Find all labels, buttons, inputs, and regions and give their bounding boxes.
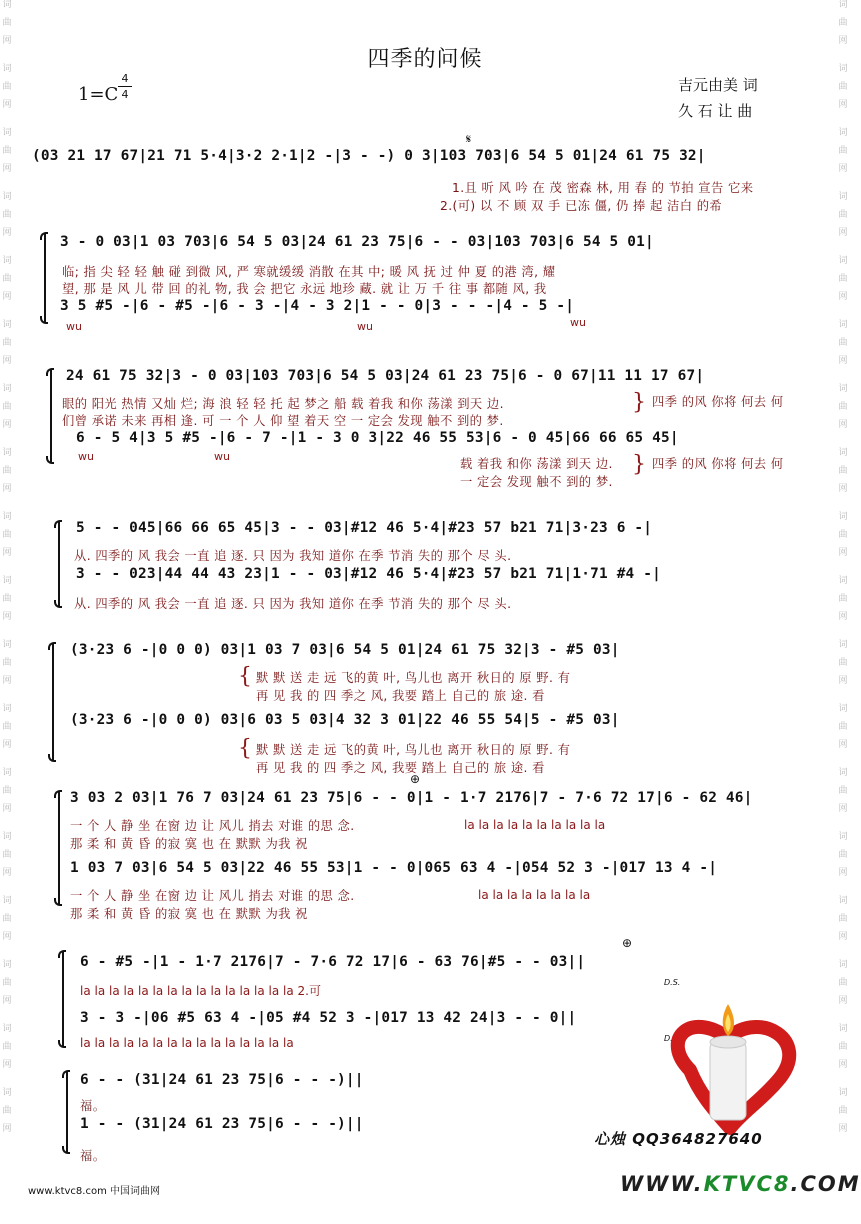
watermark-glyph: 词 xyxy=(838,896,848,906)
segno-icon: 𝄋 xyxy=(466,132,472,146)
candle-heart-logo-icon xyxy=(650,1000,820,1135)
system3-notes-top: 24 61 75 32|3 - 0 03|103 703|6 54 5 03|24 61 23 75|6 - 0 67|11 11 17 67| xyxy=(66,368,705,384)
watermark-glyph: 词 xyxy=(2,896,12,906)
system4-notes-top: 5 - - 045|66 66 65 45|3 - - 03|#12 46 5·4|#23 57 b21 71|3·23 6 -| xyxy=(76,520,653,536)
watermark-glyph: 曲 xyxy=(838,18,848,28)
system8-notes-top: 6 - - (31|24 61 23 75|6 - - -)|| xyxy=(80,1072,364,1088)
watermark-glyph: 网 xyxy=(838,292,848,302)
watermark-glyph: 词 xyxy=(838,640,848,650)
system5-curly-top: { xyxy=(238,664,252,689)
watermark-glyph: 词 xyxy=(2,448,12,458)
watermark-glyph: 网 xyxy=(2,1124,12,1134)
left-watermark-strip xyxy=(0,0,14,1224)
watermark-glyph: 曲 xyxy=(838,658,848,668)
watermark-glyph: 网 xyxy=(2,676,12,686)
watermark-glyph: 曲 xyxy=(838,530,848,540)
watermark-glyph: 网 xyxy=(2,292,12,302)
watermark-glyph: 网 xyxy=(838,1060,848,1070)
watermark-glyph: 词 xyxy=(838,448,848,458)
watermark-glyph: 曲 xyxy=(2,722,12,732)
system3-wu-2: wu xyxy=(214,450,230,463)
watermark-glyph: 曲 xyxy=(838,978,848,988)
system1-notes: (03 21 17 67|21 71 5·4|3·2 2·1|2 -|3 - -) 0 3|103 703|6 54 5 01|24 61 75 32| xyxy=(32,148,706,164)
watermark-glyph: 网 xyxy=(838,612,848,622)
watermark-glyph: 词 xyxy=(838,960,848,970)
watermark-glyph: 词 xyxy=(2,128,12,138)
watermark-glyph: 词 xyxy=(838,768,848,778)
watermark-glyph: 词 xyxy=(838,1024,848,1034)
site-url-left[interactable]: www.ktvc8.com 中国词曲网 xyxy=(28,1186,161,1197)
watermark-glyph: 曲 xyxy=(2,146,12,156)
watermark-glyph: 曲 xyxy=(2,466,12,476)
system8-lyric-top: 福。 xyxy=(80,1099,106,1113)
system3-lyric-top1: 眼的 阳光 热情 又灿 烂; 海 浪 轻 轻 托 起 梦之 船 载 着我 和你 荡漾 到天 边. xyxy=(62,397,504,411)
watermark-glyph: 网 xyxy=(2,996,12,1006)
watermark-glyph: 网 xyxy=(2,868,12,878)
watermark-glyph: 网 xyxy=(838,868,848,878)
watermark-glyph: 曲 xyxy=(2,338,12,348)
system8-lyric-bottom: 福。 xyxy=(80,1149,106,1163)
system7-notes-bottom: 3 - 3 -|06 #5 63 4 -|05 #4 52 3 -|017 13 42 24|3 - - 0|| xyxy=(80,1010,577,1026)
ds-mark-top: D.S. xyxy=(664,978,681,987)
system7-la-bottom: la la la la la la la la la la la la la la la xyxy=(80,1036,294,1050)
system5-notes-top: (3·23 6 -|0 0 0) 03|1 03 7 03|6 54 5 01|24 61 75 32|3 - #5 03| xyxy=(70,642,620,658)
watermark-glyph: 词 xyxy=(2,832,12,842)
system2-wu-2: wu xyxy=(357,320,373,333)
watermark-glyph: 曲 xyxy=(838,274,848,284)
watermark-glyph: 网 xyxy=(2,548,12,558)
watermark-glyph: 词 xyxy=(2,512,12,522)
watermark-glyph: 网 xyxy=(2,100,12,110)
watermark-glyph: 词 xyxy=(838,256,848,266)
watermark-glyph: 词 xyxy=(838,128,848,138)
watermark-glyph: 曲 xyxy=(2,594,12,604)
song-title: 四季的问候 xyxy=(367,47,483,72)
watermark-glyph: 曲 xyxy=(2,914,12,924)
watermark-glyph: 曲 xyxy=(2,18,12,28)
watermark-glyph: 曲 xyxy=(2,530,12,540)
system1-lyric1: 1.且 听 风 吟 在 茂 密森 林, 用 春 的 节拍 宣告 它来 xyxy=(452,181,754,195)
watermark-glyph: 网 xyxy=(2,356,12,366)
lyricist-credit: 吉元由美 词 xyxy=(678,76,758,94)
watermark-glyph: 网 xyxy=(2,612,12,622)
system2-wu-3: wu xyxy=(570,316,586,329)
watermark-glyph: 词 xyxy=(2,1024,12,1034)
time-top: 4 xyxy=(121,72,129,85)
coda-icon: ⊕ xyxy=(410,772,421,786)
watermark-glyph: 词 xyxy=(838,576,848,586)
system5-lyric-top1: 默 默 送 走 远 飞的黄 叶, 鸟儿也 离开 秋日的 原 野. 有 xyxy=(256,671,571,685)
system3-refrain-bottom: 四季 的风 你将 何去 何 xyxy=(652,457,784,471)
watermark-glyph: 网 xyxy=(838,36,848,46)
system6-lyric-bottom1: 一 个 人 静 坐 在窗 边 让 风儿 捎去 对谁 的思 念. xyxy=(70,889,355,903)
watermark-glyph: 词 xyxy=(2,320,12,330)
system3-brace xyxy=(50,370,52,462)
watermark-glyph: 词 xyxy=(838,1088,848,1098)
system2-wu-1: wu xyxy=(66,320,82,333)
system5-lyric-top2: 再 见 我 的 四 季之 风, 我要 踏上 自己的 旅 途. 看 xyxy=(256,689,545,703)
watermark-glyph: 曲 xyxy=(838,914,848,924)
watermark-glyph: 曲 xyxy=(2,786,12,796)
watermark-glyph: 网 xyxy=(838,420,848,430)
watermark-glyph: 曲 xyxy=(2,658,12,668)
watermark-glyph: 曲 xyxy=(838,338,848,348)
watermark-glyph: 词 xyxy=(2,1088,12,1098)
watermark-glyph: 曲 xyxy=(2,210,12,220)
watermark-glyph: 词 xyxy=(2,640,12,650)
system2-notes-bottom: 3 5 #5 -|6 - #5 -|6 - 3 -|4 - 3 2|1 - - 0|3 - - -|4 - 5 -| xyxy=(60,298,575,314)
system6-notes-bottom: 1 03 7 03|6 54 5 03|22 46 55 53|1 - - 0|065 63 4 -|054 52 3 -|017 13 4 -| xyxy=(70,860,718,876)
system4-brace xyxy=(58,522,60,606)
watermark-glyph: 词 xyxy=(2,0,12,10)
system2-lyric-top1: 临; 指 尖 轻 轻 触 碰 到微 风, 严 寒就缓缓 消散 在其 中; 暖 风 抚 过 仲 夏 的港 湾, 耀 xyxy=(62,265,556,279)
candle-label: 心烛 xyxy=(594,1130,627,1148)
watermark-glyph: 曲 xyxy=(838,722,848,732)
watermark-glyph: 词 xyxy=(2,704,12,714)
time-bar xyxy=(118,86,132,87)
site-logo-right[interactable] xyxy=(620,1172,861,1196)
system3-lyric-bottom2: 一 定会 发现 触不 到的 梦. xyxy=(460,475,613,489)
watermark-glyph: 曲 xyxy=(2,1106,12,1116)
ds-mark-bottom: D.S. xyxy=(664,1034,681,1043)
watermark-glyph: 网 xyxy=(838,484,848,494)
system3-brace-bottom: } xyxy=(632,452,646,477)
system2-notes-top: 3 - 0 03|1 03 703|6 54 5 03|24 61 23 75|6 - - 03|103 703|6 54 5 01| xyxy=(60,234,654,250)
watermark-glyph: 曲 xyxy=(838,850,848,860)
system6-la-top: la la la la la la la la la la xyxy=(464,818,606,832)
watermark-glyph: 网 xyxy=(838,740,848,750)
watermark-glyph: 词 xyxy=(2,960,12,970)
time-bottom: 4 xyxy=(121,88,129,101)
watermark-glyph: 词 xyxy=(838,384,848,394)
watermark-glyph: 网 xyxy=(2,36,12,46)
watermark-glyph: 词 xyxy=(2,64,12,74)
watermark-glyph: 曲 xyxy=(838,82,848,92)
watermark-glyph: 曲 xyxy=(2,402,12,412)
system4-lyric-bottom: 从. 四季的 风 我会 一直 追 逐. 只 因为 我知 道你 在季 节消 失的 那个 尽 头. xyxy=(74,597,512,611)
watermark-glyph: 曲 xyxy=(838,146,848,156)
watermark-glyph: 词 xyxy=(2,576,12,586)
watermark-glyph: 词 xyxy=(838,192,848,202)
qq-contact xyxy=(594,1128,763,1149)
watermark-glyph: 曲 xyxy=(838,1042,848,1052)
system7-brace xyxy=(62,952,64,1046)
system7-notes-top: 6 - #5 -|1 - 1·7 2176|7 - 7·6 72 17|6 - 63 76|#5 - - 03|| xyxy=(80,954,586,970)
system4-notes-bottom: 3 - - 023|44 44 43 23|1 - - 03|#12 46 5·4|#23 57 b21 71|1·71 #4 -| xyxy=(76,566,662,582)
site-suffix: .COM xyxy=(790,1172,861,1196)
system3-lyric-top2: 们曾 承诺 未来 再相 逢. 可 一 个 人 仰 望 着天 空 一 定会 发现 触不 到的 梦. xyxy=(62,414,504,428)
system6-notes-top: 3 03 2 03|1 76 7 03|24 61 23 75|6 - - 0|1 - 1·7 2176|7 - 7·6 72 17|6 - 62 46| xyxy=(70,790,753,806)
system1-lyric2: 2.(可) 以 不 顾 双 手 已冻 僵, 仍 捧 起 洁白 的希 xyxy=(440,199,723,213)
watermark-glyph: 网 xyxy=(838,996,848,1006)
coda-icon-2: ⊕ xyxy=(622,936,633,950)
watermark-glyph: 网 xyxy=(838,100,848,110)
system5-notes-bottom: (3·23 6 -|0 0 0) 03|6 03 5 03|4 32 3 01|22 46 55 54|5 - #5 03| xyxy=(70,712,620,728)
watermark-glyph: 网 xyxy=(838,932,848,942)
watermark-glyph: 网 xyxy=(838,164,848,174)
watermark-glyph: 词 xyxy=(838,0,848,10)
system2-brace xyxy=(44,234,46,322)
watermark-glyph: 曲 xyxy=(2,1042,12,1052)
system4-lyric-top: 从. 四季的 风 我会 一直 追 逐. 只 因为 我知 道你 在季 节消 失的 那个 尽 头. xyxy=(74,549,512,563)
system3-brace-top: } xyxy=(632,390,646,415)
watermark-glyph: 曲 xyxy=(2,850,12,860)
watermark-glyph: 网 xyxy=(838,228,848,238)
watermark-glyph: 词 xyxy=(838,512,848,522)
right-watermark-strip xyxy=(836,0,850,1224)
watermark-glyph: 曲 xyxy=(838,786,848,796)
system3-notes-bottom: 6 - 5 4|3 5 #5 -|6 - 7 -|1 - 3 0 3|22 46 55 53|6 - 0 45|66 66 65 45| xyxy=(76,430,679,446)
watermark-glyph: 曲 xyxy=(838,402,848,412)
watermark-glyph: 网 xyxy=(838,356,848,366)
system7-la-top: la la la la la la la la la la la la la la la 2.可 xyxy=(80,984,321,998)
key-signature: 1=C xyxy=(78,84,119,105)
site-prefix: WWW. xyxy=(620,1172,704,1196)
watermark-glyph: 曲 xyxy=(838,1106,848,1116)
qq-number: QQ364827640 xyxy=(632,1130,763,1148)
system6-lyric-top1: 一 个 人 静 坐 在窗 边 让 风儿 捎去 对谁 的思 念. xyxy=(70,819,355,833)
watermark-glyph: 网 xyxy=(838,548,848,558)
watermark-glyph: 网 xyxy=(838,1124,848,1134)
time-signature xyxy=(118,72,132,101)
system6-brace xyxy=(58,792,60,904)
system6-lyric-top2: 那 柔 和 黄 昏 的寂 寞 也 在 默默 为我 祝 xyxy=(70,837,308,851)
watermark-glyph: 网 xyxy=(2,740,12,750)
watermark-glyph: 网 xyxy=(838,804,848,814)
system5-brace xyxy=(52,644,54,760)
system8-notes-bottom: 1 - - (31|24 61 23 75|6 - - -)|| xyxy=(80,1116,364,1132)
system2-lyric-top2: 望, 那 是 风 儿 带 回 的礼 物, 我 会 把它 永远 地珍 藏. 就 让 万 千 往 事 都随 风, 我 xyxy=(62,282,547,296)
watermark-glyph: 网 xyxy=(838,676,848,686)
watermark-glyph: 曲 xyxy=(838,210,848,220)
system5-curly-bottom: { xyxy=(238,736,252,761)
system6-lyric-bottom2: 那 柔 和 黄 昏 的寂 寞 也 在 默默 为我 祝 xyxy=(70,907,308,921)
watermark-glyph: 词 xyxy=(2,192,12,202)
watermark-glyph: 曲 xyxy=(2,978,12,988)
watermark-glyph: 词 xyxy=(2,768,12,778)
watermark-glyph: 词 xyxy=(2,256,12,266)
watermark-glyph: 曲 xyxy=(2,82,12,92)
system3-wu-1: wu xyxy=(78,450,94,463)
system3-refrain-top: 四季 的风 你将 何去 何 xyxy=(652,395,784,409)
watermark-glyph: 网 xyxy=(2,1060,12,1070)
watermark-glyph: 网 xyxy=(2,164,12,174)
watermark-glyph: 曲 xyxy=(838,594,848,604)
site-name: KTVC8 xyxy=(703,1172,791,1196)
watermark-glyph: 词 xyxy=(838,64,848,74)
watermark-glyph: 网 xyxy=(2,420,12,430)
system5-lyric-bottom1: 默 默 送 走 远 飞的黄 叶, 鸟儿也 离开 秋日的 原 野. 有 xyxy=(256,743,571,757)
watermark-glyph: 曲 xyxy=(2,274,12,284)
system6-la-bottom: la la la la la la la la xyxy=(478,888,591,902)
watermark-glyph: 网 xyxy=(2,932,12,942)
composer-credit: 久 石 让 曲 xyxy=(678,102,753,120)
watermark-glyph: 网 xyxy=(2,804,12,814)
watermark-glyph: 曲 xyxy=(838,466,848,476)
watermark-glyph: 词 xyxy=(2,384,12,394)
watermark-glyph: 词 xyxy=(838,320,848,330)
watermark-glyph: 词 xyxy=(838,704,848,714)
system5-lyric-bottom2: 再 见 我 的 四 季之 风, 我要 踏上 自己的 旅 途. 看 xyxy=(256,761,545,775)
system3-lyric-bottom1: 载 着我 和你 荡漾 到天 边. xyxy=(460,457,613,471)
watermark-glyph: 网 xyxy=(2,484,12,494)
watermark-glyph: 网 xyxy=(2,228,12,238)
watermark-glyph: 词 xyxy=(838,832,848,842)
system8-brace xyxy=(66,1072,68,1152)
